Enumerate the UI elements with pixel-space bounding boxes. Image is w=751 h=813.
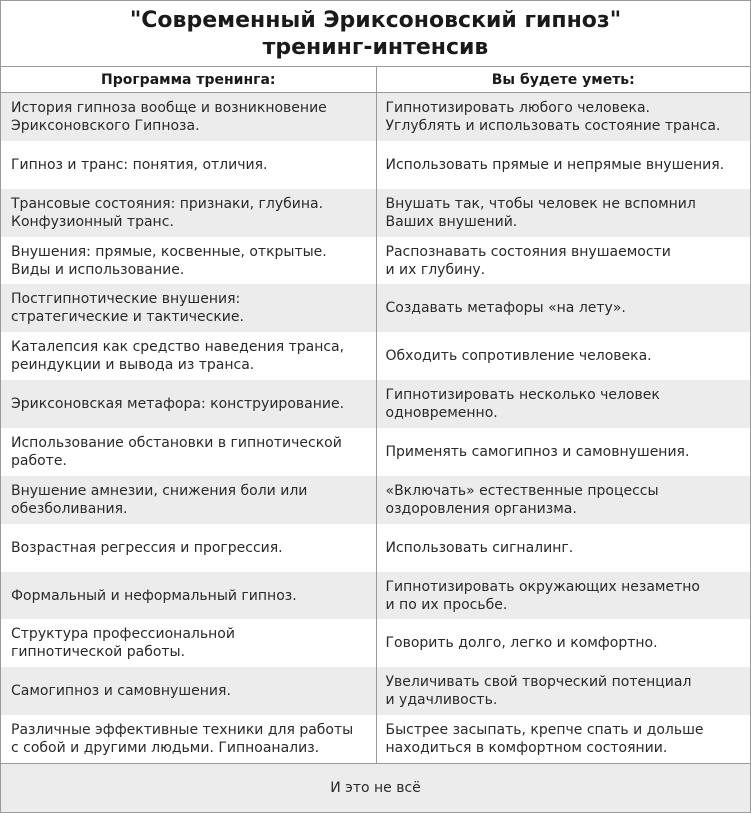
program-cell: Гипноз и транс: понятия, отличия.	[11, 156, 268, 173]
table-row	[1, 476, 750, 524]
program-cell: Структура профессиональной гипнотической работы.	[11, 626, 235, 661]
skill-cell: Гипнотизировать окружающих незаметно и по их просьбе.	[376, 572, 751, 620]
table-row	[1, 619, 750, 667]
table-row	[1, 715, 750, 763]
skill-cell: Увеличивать свой творческий потенциал и удачливость.	[376, 667, 751, 715]
table-row	[1, 237, 750, 285]
skill-cell: Использовать прямые и непрямые внушения.	[376, 141, 751, 189]
skill-cell: Гипнотизировать любого человека. Углублять и использовать состояние транса.	[376, 93, 751, 141]
table-row	[1, 189, 750, 237]
program-cell: Использование обстановки в гипнотической работе.	[11, 434, 342, 469]
skill-cell: «Включать» естественные процессы оздоровления организма.	[376, 476, 751, 524]
skill-cell: Гипнотизировать несколько человек одновременно.	[376, 380, 751, 428]
skill-cell: Использовать сигналинг.	[376, 524, 751, 572]
skill-cell: Распознавать состояния внушаемости и их глубину.	[376, 237, 751, 285]
table-row	[1, 332, 750, 380]
table-row	[1, 284, 750, 332]
program-cell: Постгипнотические внушения: стратегические и тактические.	[11, 291, 244, 326]
title-line-2: тренинг-интенсив	[262, 34, 489, 60]
program-cell: История гипноза вообще и возникновение Эриксоновского Гипноза.	[11, 99, 327, 134]
table-header	[1, 67, 750, 93]
table-row	[1, 93, 750, 141]
column-header-program: Программа тренинга:	[101, 71, 276, 88]
skill-cell: Применять самогипноз и самовнушения.	[376, 428, 751, 476]
table-row	[1, 380, 750, 428]
program-cell: Формальный и неформальный гипноз.	[11, 587, 297, 604]
skill-cell: Создавать метафоры «на лету».	[376, 284, 751, 332]
page-title	[1, 1, 750, 67]
program-cell: Самогипноз и самовнушения.	[11, 683, 231, 700]
skill-cell: Внушать так, чтобы человек не вспомнил Ваших внушений.	[376, 189, 751, 237]
table-row	[1, 524, 750, 572]
table-body	[1, 93, 750, 763]
column-header-skills: Вы будете уметь:	[376, 67, 751, 92]
program-cell: Внушения: прямые, косвенные, открытые. Виды и использование.	[11, 243, 327, 278]
program-cell: Внушение амнезии, снижения боли или обезболивания.	[11, 482, 308, 517]
title-line-1: "Современный Эриксоновский гипноз"	[129, 7, 622, 33]
table-row	[1, 141, 750, 189]
skill-cell: Говорить долго, легко и комфортно.	[376, 619, 751, 667]
table-row	[1, 428, 750, 476]
program-cell: Эриксоновская метафора: конструирование.	[11, 396, 345, 413]
program-cell: Трансовые состояния: признаки, глубина. Конфузионный транс.	[11, 195, 324, 230]
skill-cell: Обходить сопротивление человека.	[376, 332, 751, 380]
table-row	[1, 572, 750, 620]
program-cell: Каталепсия как средство наведения транса, реиндукции и вывода из транса.	[11, 339, 345, 374]
program-cell: Возрастная регрессия и прогрессия.	[11, 539, 283, 556]
footer-note: И это не всё	[1, 763, 750, 812]
table-row	[1, 667, 750, 715]
skill-cell: Быстрее засыпать, крепче спать и дольше находиться в комфортном состоянии.	[376, 715, 751, 763]
program-cell: Различные эффективные техники для работы с собой и другими людьми. Гипноанализ.	[11, 722, 354, 757]
